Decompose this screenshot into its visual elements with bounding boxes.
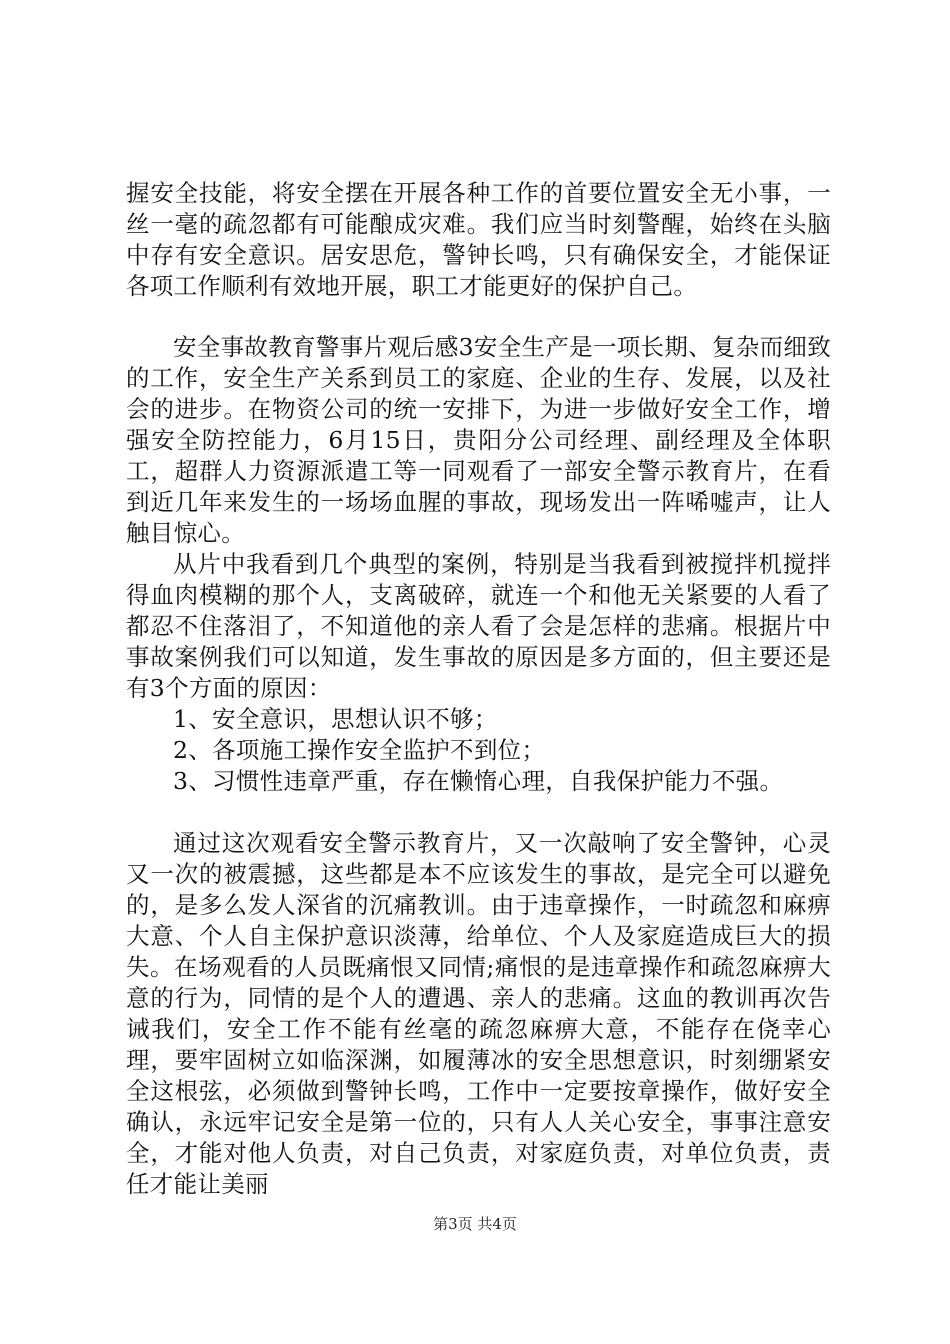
paragraph-3: 从片中我看到几个典型的案例，特别是当我看到被搅拌机搅拌得血肉模糊的那个人，支离破碎，就连一个和他无关紧要的人看了都忍不住落泪了，不知道他的亲人看了会是怎样的悲痛。根据片中事故案例我们可以知道，发生事故的原因是多方面的，但主要还是有3个方面的原因： bbox=[126, 550, 831, 702]
list-item-3: 3、习惯性违章严重，存在懒惰心理，自我保护能力不强。 bbox=[173, 767, 784, 795]
paragraph-2: 安全事故教育警事片观后感3安全生产是一项长期、复杂而细致的工作，安全生产关系到员工的家庭、企业的生存、发展，以及社会的进步。在物资公司的统一安排下，为进一步做好安全工作，增强安全防控能力，6月15日，贵阳分公司经理、副经理及全体职工，超群人力资源派遣工等一同观看了一部安全警示教育片，在看到近几年来发生的一场场血腥的事故，现场发出一阵唏嘘声，让人触目惊心。 bbox=[126, 333, 831, 547]
page-footer bbox=[0, 1214, 950, 1234]
list-item-2: 2、各项施工操作安全监护不到位； bbox=[173, 736, 546, 764]
list-item-1: 1、安全意识，思想认识不够； bbox=[173, 705, 498, 733]
text-section-main bbox=[126, 332, 831, 797]
paragraph-intro: 握安全技能，将安全摆在开展各种工作的首要位置安全无小事，一丝一毫的疏忽都有可能酿成灾难。我们应当时刻警醒，始终在头脑中存有安全意识。居安思危，警钟长鸣，只有确保安全，才能保证各项工作顺利有效地开展，职工才能更好的保护自己。 bbox=[126, 179, 831, 300]
page-number: 第3页 共4页 bbox=[433, 1215, 517, 1233]
text-section-conclusion bbox=[126, 828, 831, 1200]
paragraph-4: 通过这次观看安全警示教育片，又一次敲响了安全警钟，心灵又一次的被震撼，这些都是本不应该发生的事故，是完全可以避免的，是多么发人深省的沉痛教训。由于违章操作，一时疏忽和麻痹大意、个人自主保护意识淡薄，给单位、个人及家庭造成巨大的损失。在场观看的人员既痛恨又同情;痛恨的是违章操作和疏忽麻痹大意的行为，同情的是个人的遭遇、亲人的悲痛。这血的教训再次告诫我们，安全工作不能有丝毫的疏忽麻痹大意，不能存在侥幸心理，要牢固树立如临深渊，如履薄冰的安全思想意识，时刻绷紧安全这根弦，必须做到警钟长鸣，工作中一定要按章操作，做好安全确认，永远牢记安全是第一位的，只有人人关心安全，事事注意安全，才能对他人负责，对自己负责，对家庭负责，对单位负责，责任才能让美丽 bbox=[126, 829, 831, 1198]
text-section-intro bbox=[126, 178, 831, 302]
